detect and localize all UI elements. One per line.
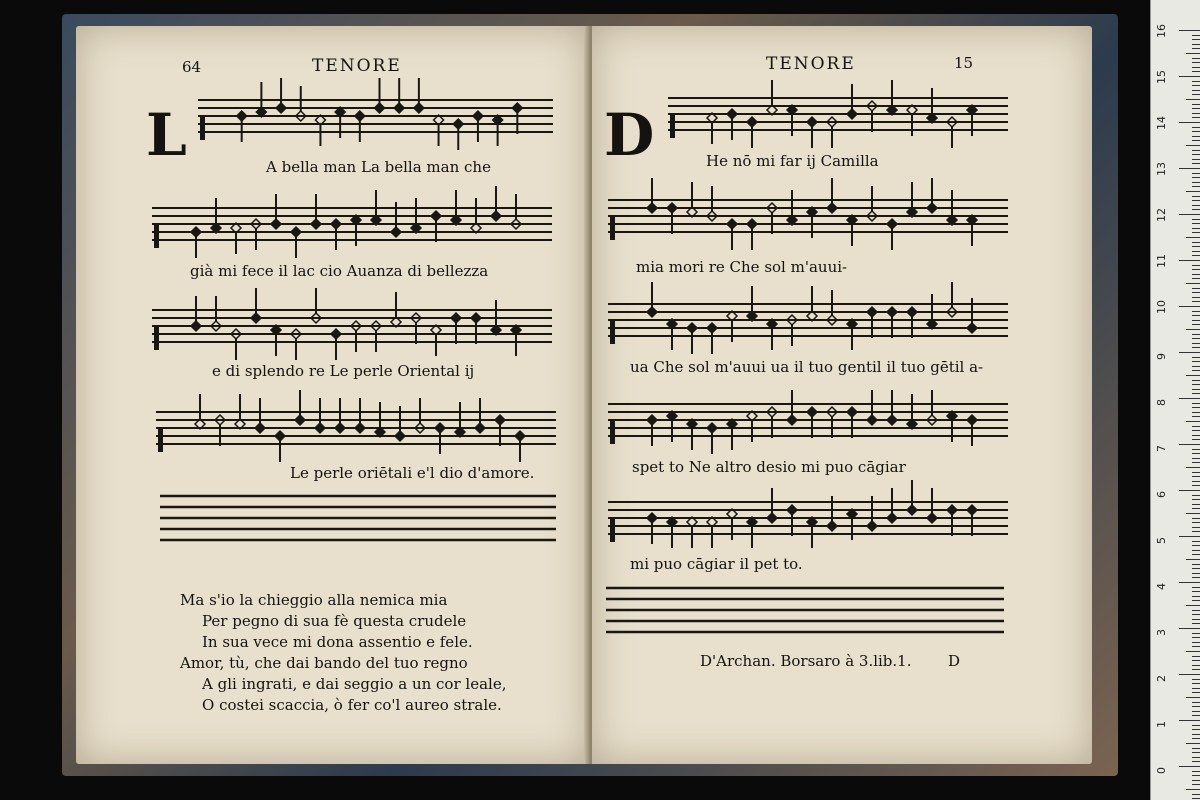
ruler-tick bbox=[1192, 738, 1200, 739]
left-page-header: TENORE bbox=[312, 56, 402, 76]
note-head bbox=[867, 415, 877, 425]
ruler-label: 14 bbox=[1155, 116, 1168, 130]
right-lyric-line-4: spet to Ne altro desio mi puo cāgiar bbox=[632, 458, 906, 476]
note-head bbox=[295, 415, 305, 425]
ruler-tick bbox=[1192, 127, 1200, 128]
ruler-tick bbox=[1179, 582, 1200, 583]
ruler-tick bbox=[1192, 301, 1200, 302]
ruler-tick bbox=[1179, 260, 1200, 261]
right-lyric-line-3: ua Che sol m'auui ua il tuo gentil il tuo gētil a- bbox=[630, 358, 984, 376]
ruler-tick bbox=[1179, 352, 1200, 353]
ruler-label: 8 bbox=[1155, 399, 1168, 406]
ruler-tick bbox=[1192, 154, 1200, 155]
note-head bbox=[727, 219, 737, 229]
ruler-tick bbox=[1192, 522, 1200, 523]
note-head bbox=[807, 117, 817, 127]
ruler-tick bbox=[1192, 775, 1200, 776]
ruler-label: 5 bbox=[1155, 537, 1168, 544]
ruler-tick bbox=[1192, 504, 1200, 505]
ruler-tick bbox=[1179, 766, 1200, 767]
ruler-tick bbox=[1192, 794, 1200, 795]
ruler-tick bbox=[1192, 242, 1200, 243]
ruler-tick bbox=[1192, 752, 1200, 753]
ruler-tick bbox=[1192, 660, 1200, 661]
ruler-tick bbox=[1192, 412, 1200, 413]
ruler-tick bbox=[1192, 757, 1200, 758]
note-head bbox=[927, 513, 937, 523]
note-head bbox=[394, 103, 404, 113]
ruler-tick bbox=[1192, 669, 1200, 670]
ruler-tick bbox=[1192, 62, 1200, 63]
ruler-label: 11 bbox=[1155, 254, 1168, 268]
ruler-tick bbox=[1192, 67, 1200, 68]
ruler-label: 0 bbox=[1155, 767, 1168, 774]
ruler-tick bbox=[1179, 306, 1200, 307]
ruler-tick bbox=[1192, 219, 1200, 220]
note-head bbox=[667, 203, 677, 213]
ruler-tick bbox=[1192, 347, 1200, 348]
ruler-tick bbox=[1186, 283, 1200, 284]
ruler-tick bbox=[1192, 370, 1200, 371]
note-head bbox=[435, 423, 445, 433]
ruler-tick bbox=[1192, 343, 1200, 344]
left-empty-staff bbox=[160, 494, 556, 550]
ruler-tick bbox=[1192, 274, 1200, 275]
ruler-tick bbox=[1192, 462, 1200, 463]
left-decorated-initial: L bbox=[146, 101, 187, 169]
note-head bbox=[647, 513, 657, 523]
note-head bbox=[867, 307, 877, 317]
note-head bbox=[191, 227, 201, 237]
ruler-tick bbox=[1192, 177, 1200, 178]
note-head bbox=[687, 323, 697, 333]
note-head bbox=[907, 505, 917, 515]
ruler-tick bbox=[1192, 315, 1200, 316]
note-head bbox=[255, 423, 265, 433]
ruler-tick bbox=[1192, 587, 1200, 588]
note-head bbox=[907, 307, 917, 317]
measurement-ruler bbox=[1150, 0, 1200, 800]
ruler-tick bbox=[1192, 251, 1200, 252]
right-staff-1 bbox=[668, 86, 1008, 131]
note-head bbox=[747, 219, 757, 229]
right-lyric-line-1: He nō mi far ij Camilla bbox=[706, 152, 879, 170]
ruler-tick bbox=[1192, 200, 1200, 201]
clef-mark bbox=[610, 216, 615, 240]
note-head bbox=[747, 117, 757, 127]
ruler-tick bbox=[1179, 720, 1200, 721]
ruler-tick bbox=[1192, 531, 1200, 532]
ruler-tick bbox=[1192, 476, 1200, 477]
ruler-tick bbox=[1192, 527, 1200, 528]
ruler-tick bbox=[1192, 706, 1200, 707]
note-head bbox=[191, 321, 201, 331]
clef-mark bbox=[200, 116, 205, 140]
ruler-tick bbox=[1192, 633, 1200, 634]
right-page-header: TENORE bbox=[766, 54, 856, 74]
note-head bbox=[311, 219, 321, 229]
ruler-tick bbox=[1192, 734, 1200, 735]
left-lyric-line-2: già mi fece il lac cio Auanza di bellezza bbox=[190, 262, 489, 280]
ruler-tick bbox=[1192, 439, 1200, 440]
note-head bbox=[647, 203, 657, 213]
ruler-tick bbox=[1192, 173, 1200, 174]
note-head bbox=[647, 307, 657, 317]
ruler-tick bbox=[1192, 573, 1200, 574]
ruler-label: 7 bbox=[1155, 445, 1168, 452]
ruler-tick bbox=[1192, 113, 1200, 114]
ruler-tick bbox=[1192, 614, 1200, 615]
ruler-tick bbox=[1179, 444, 1200, 445]
ruler-tick bbox=[1192, 798, 1200, 799]
left-poem-line-4: Amor, tù, che dai bando del tuo regno bbox=[180, 654, 468, 672]
note-head bbox=[512, 103, 522, 113]
right-decorated-initial: D bbox=[604, 101, 655, 169]
ruler-tick bbox=[1192, 541, 1200, 542]
ruler-tick bbox=[1192, 683, 1200, 684]
ruler-tick bbox=[1179, 168, 1200, 169]
ruler-tick bbox=[1186, 375, 1200, 376]
note-head bbox=[451, 313, 461, 323]
note-head bbox=[331, 219, 341, 229]
ruler-tick bbox=[1192, 435, 1200, 436]
note-head bbox=[495, 415, 505, 425]
note-head bbox=[787, 415, 797, 425]
ruler-tick bbox=[1192, 591, 1200, 592]
ruler-tick bbox=[1192, 715, 1200, 716]
note-head bbox=[887, 415, 897, 425]
ruler-tick bbox=[1186, 789, 1200, 790]
clef-mark bbox=[610, 320, 615, 344]
ruler-tick bbox=[1192, 499, 1200, 500]
ruler-tick bbox=[1192, 334, 1200, 335]
ruler-tick bbox=[1192, 163, 1200, 164]
ruler-tick bbox=[1192, 182, 1200, 183]
ruler-tick bbox=[1192, 780, 1200, 781]
ruler-tick bbox=[1186, 743, 1200, 744]
left-poem-line-2: Per pegno di sua fè questa crudele bbox=[202, 612, 467, 630]
ruler-tick bbox=[1192, 458, 1200, 459]
ruler-label: 2 bbox=[1155, 675, 1168, 682]
right-empty-staff bbox=[606, 586, 1004, 642]
left-poem-line-1: Ma s'io la chieggio alla nemica mia bbox=[180, 591, 448, 609]
ruler-tick bbox=[1192, 725, 1200, 726]
note-head bbox=[275, 431, 285, 441]
ruler-tick bbox=[1186, 99, 1200, 100]
ruler-tick bbox=[1192, 702, 1200, 703]
ruler-tick bbox=[1186, 329, 1200, 330]
ruler-tick bbox=[1192, 108, 1200, 109]
ruler-tick bbox=[1192, 495, 1200, 496]
ruler-tick bbox=[1186, 191, 1200, 192]
ruler-tick bbox=[1192, 265, 1200, 266]
note-head bbox=[887, 219, 897, 229]
note-head bbox=[355, 423, 365, 433]
ruler-tick bbox=[1186, 145, 1200, 146]
note-head bbox=[967, 505, 977, 515]
ruler-tick bbox=[1192, 407, 1200, 408]
ruler-tick bbox=[1192, 472, 1200, 473]
ruler-tick bbox=[1192, 255, 1200, 256]
right-staff-4 bbox=[608, 392, 1008, 437]
ruler-tick bbox=[1192, 338, 1200, 339]
ruler-tick bbox=[1192, 85, 1200, 86]
ruler-tick bbox=[1192, 656, 1200, 657]
ruler-tick bbox=[1192, 389, 1200, 390]
note-head bbox=[767, 513, 777, 523]
clef-mark bbox=[154, 224, 159, 248]
right-staff-5 bbox=[608, 490, 1008, 535]
note-head bbox=[391, 227, 401, 237]
note-head bbox=[453, 119, 463, 129]
ruler-tick bbox=[1192, 642, 1200, 643]
ruler-tick bbox=[1192, 269, 1200, 270]
note-head bbox=[827, 203, 837, 213]
ruler-tick bbox=[1192, 554, 1200, 555]
clef-mark bbox=[154, 326, 159, 350]
ruler-tick bbox=[1179, 30, 1200, 31]
ruler-tick bbox=[1192, 278, 1200, 279]
ruler-label: 4 bbox=[1155, 583, 1168, 590]
ruler-tick bbox=[1192, 637, 1200, 638]
ruler-tick bbox=[1186, 53, 1200, 54]
ruler-tick bbox=[1192, 692, 1200, 693]
ruler-tick bbox=[1192, 44, 1200, 45]
left-staff-2 bbox=[152, 196, 552, 241]
ruler-tick bbox=[1192, 545, 1200, 546]
ruler-tick bbox=[1186, 697, 1200, 698]
right-attribution: D'Archan. Borsaro à 3.lib.1. bbox=[700, 652, 912, 670]
note-head bbox=[707, 423, 717, 433]
note-head bbox=[847, 109, 857, 119]
note-head bbox=[947, 505, 957, 515]
ruler-tick bbox=[1192, 393, 1200, 394]
note-head bbox=[315, 423, 325, 433]
ruler-tick bbox=[1192, 90, 1200, 91]
ruler-tick bbox=[1192, 159, 1200, 160]
ruler-tick bbox=[1192, 568, 1200, 569]
clef-mark bbox=[610, 518, 615, 542]
ruler-tick bbox=[1192, 623, 1200, 624]
ruler-label: 15 bbox=[1155, 70, 1168, 84]
ruler-tick bbox=[1179, 674, 1200, 675]
left-lyric-line-3: e di splendo re Le perle Oriental ij bbox=[212, 362, 475, 380]
ruler-tick bbox=[1192, 577, 1200, 578]
note-head bbox=[847, 407, 857, 417]
ruler-tick bbox=[1192, 508, 1200, 509]
ruler-tick bbox=[1192, 449, 1200, 450]
note-head bbox=[967, 415, 977, 425]
ruler-tick bbox=[1192, 297, 1200, 298]
left-poem-line-5: A gli ingrati, e dai seggio a un cor leale, bbox=[202, 675, 507, 693]
ruler-tick bbox=[1192, 416, 1200, 417]
note-head bbox=[647, 415, 657, 425]
note-head bbox=[335, 423, 345, 433]
ruler-tick bbox=[1192, 761, 1200, 762]
ruler-label: 3 bbox=[1155, 629, 1168, 636]
note-head bbox=[927, 203, 937, 213]
ruler-tick bbox=[1179, 490, 1200, 491]
note-head bbox=[251, 313, 261, 323]
ruler-tick bbox=[1186, 467, 1200, 468]
left-staff-3 bbox=[152, 298, 552, 343]
ruler-tick bbox=[1192, 550, 1200, 551]
note-head bbox=[491, 211, 501, 221]
ruler-tick bbox=[1192, 485, 1200, 486]
ruler-tick bbox=[1192, 646, 1200, 647]
right-page-number: 15 bbox=[954, 54, 974, 72]
ruler-tick bbox=[1192, 136, 1200, 137]
ruler-tick bbox=[1192, 186, 1200, 187]
ruler-tick bbox=[1192, 784, 1200, 785]
ruler-tick bbox=[1192, 596, 1200, 597]
note-head bbox=[727, 109, 737, 119]
ruler-label: 6 bbox=[1155, 491, 1168, 498]
note-head bbox=[395, 431, 405, 441]
ruler-tick bbox=[1192, 610, 1200, 611]
ruler-tick bbox=[1192, 366, 1200, 367]
ruler-tick bbox=[1192, 729, 1200, 730]
ruler-tick bbox=[1192, 117, 1200, 118]
ruler-tick bbox=[1192, 104, 1200, 105]
note-head bbox=[867, 521, 877, 531]
clef-mark bbox=[158, 428, 163, 452]
ruler-tick bbox=[1179, 76, 1200, 77]
ruler-tick bbox=[1192, 324, 1200, 325]
ruler-tick bbox=[1192, 311, 1200, 312]
ruler-tick bbox=[1186, 559, 1200, 560]
right-signature-mark: D bbox=[948, 652, 961, 670]
note-head bbox=[887, 513, 897, 523]
ruler-tick bbox=[1192, 426, 1200, 427]
ruler-tick bbox=[1179, 536, 1200, 537]
ruler-tick bbox=[1186, 237, 1200, 238]
ruler-tick bbox=[1192, 232, 1200, 233]
right-lyric-line-2: mia mori re Che sol m'auui- bbox=[636, 258, 848, 276]
ruler-tick bbox=[1192, 288, 1200, 289]
left-page-number: 64 bbox=[182, 58, 202, 76]
ruler-tick bbox=[1192, 94, 1200, 95]
note-head bbox=[431, 211, 441, 221]
ruler-tick bbox=[1192, 246, 1200, 247]
note-head bbox=[515, 431, 525, 441]
ruler-label: 12 bbox=[1155, 208, 1168, 222]
note-head bbox=[967, 323, 977, 333]
ruler-tick bbox=[1192, 430, 1200, 431]
ruler-label: 10 bbox=[1155, 300, 1168, 314]
note-head bbox=[787, 505, 797, 515]
ruler-tick bbox=[1179, 214, 1200, 215]
right-lyric-line-5: mi puo cāgiar il pet to. bbox=[630, 555, 803, 573]
ruler-tick bbox=[1192, 771, 1200, 772]
ruler-tick bbox=[1192, 81, 1200, 82]
note-head bbox=[271, 219, 281, 229]
ruler-tick bbox=[1192, 209, 1200, 210]
note-head bbox=[807, 407, 817, 417]
ruler-tick bbox=[1192, 223, 1200, 224]
ruler-tick bbox=[1192, 380, 1200, 381]
note-head bbox=[276, 103, 286, 113]
note-head bbox=[475, 423, 485, 433]
ruler-tick bbox=[1192, 35, 1200, 36]
ruler-label: 13 bbox=[1155, 162, 1168, 176]
ruler-tick bbox=[1192, 403, 1200, 404]
ruler-tick bbox=[1192, 711, 1200, 712]
ruler-tick bbox=[1192, 71, 1200, 72]
left-lyric-line-1: A bella man La bella man che bbox=[266, 158, 491, 176]
ruler-tick bbox=[1192, 518, 1200, 519]
ruler-tick bbox=[1192, 205, 1200, 206]
ruler-tick bbox=[1186, 513, 1200, 514]
note-head bbox=[355, 111, 365, 121]
ruler-tick bbox=[1179, 398, 1200, 399]
ruler-tick bbox=[1192, 600, 1200, 601]
note-head bbox=[707, 323, 717, 333]
note-head bbox=[473, 111, 483, 121]
note-head bbox=[887, 307, 897, 317]
ruler-tick bbox=[1192, 619, 1200, 620]
ruler-tick bbox=[1192, 48, 1200, 49]
ruler-tick bbox=[1192, 131, 1200, 132]
note-head bbox=[237, 111, 247, 121]
ruler-tick bbox=[1192, 481, 1200, 482]
right-staff-3 bbox=[608, 292, 1008, 337]
ruler-tick bbox=[1192, 58, 1200, 59]
ruler-tick bbox=[1192, 39, 1200, 40]
left-lyric-line-4: Le perle oriētali e'l dio d'amore. bbox=[290, 464, 535, 482]
ruler-tick bbox=[1192, 665, 1200, 666]
note-head bbox=[375, 103, 385, 113]
ruler-label: 9 bbox=[1155, 353, 1168, 360]
ruler-tick bbox=[1192, 453, 1200, 454]
ruler-tick bbox=[1192, 384, 1200, 385]
ruler-tick bbox=[1192, 357, 1200, 358]
ruler-label: 16 bbox=[1155, 24, 1168, 38]
ruler-tick bbox=[1192, 292, 1200, 293]
left-staff-1 bbox=[198, 88, 553, 133]
ruler-tick bbox=[1179, 122, 1200, 123]
ruler-tick bbox=[1186, 651, 1200, 652]
ruler-tick bbox=[1186, 421, 1200, 422]
ruler-tick bbox=[1192, 679, 1200, 680]
note-head bbox=[471, 313, 481, 323]
left-staff-4 bbox=[156, 400, 556, 445]
note-head bbox=[414, 103, 424, 113]
ruler-tick bbox=[1192, 688, 1200, 689]
clef-mark bbox=[670, 114, 675, 138]
left-poem-line-6: O costei scaccia, ò fer co'l aureo strale. bbox=[202, 696, 502, 714]
ruler-tick bbox=[1192, 320, 1200, 321]
ruler-tick bbox=[1192, 228, 1200, 229]
ruler-tick bbox=[1192, 361, 1200, 362]
ruler-tick bbox=[1192, 196, 1200, 197]
ruler-tick bbox=[1192, 564, 1200, 565]
right-staff-2 bbox=[608, 188, 1008, 233]
left-poem-line-3: In sua vece mi dona assentio e fele. bbox=[202, 633, 473, 651]
ruler-tick bbox=[1192, 150, 1200, 151]
note-head bbox=[827, 521, 837, 531]
ruler-tick bbox=[1192, 140, 1200, 141]
note-head bbox=[291, 227, 301, 237]
clef-mark bbox=[610, 420, 615, 444]
ruler-label: 1 bbox=[1155, 721, 1168, 728]
ruler-tick bbox=[1179, 628, 1200, 629]
ruler-tick bbox=[1186, 605, 1200, 606]
ruler-tick bbox=[1192, 748, 1200, 749]
note-head bbox=[331, 329, 341, 339]
